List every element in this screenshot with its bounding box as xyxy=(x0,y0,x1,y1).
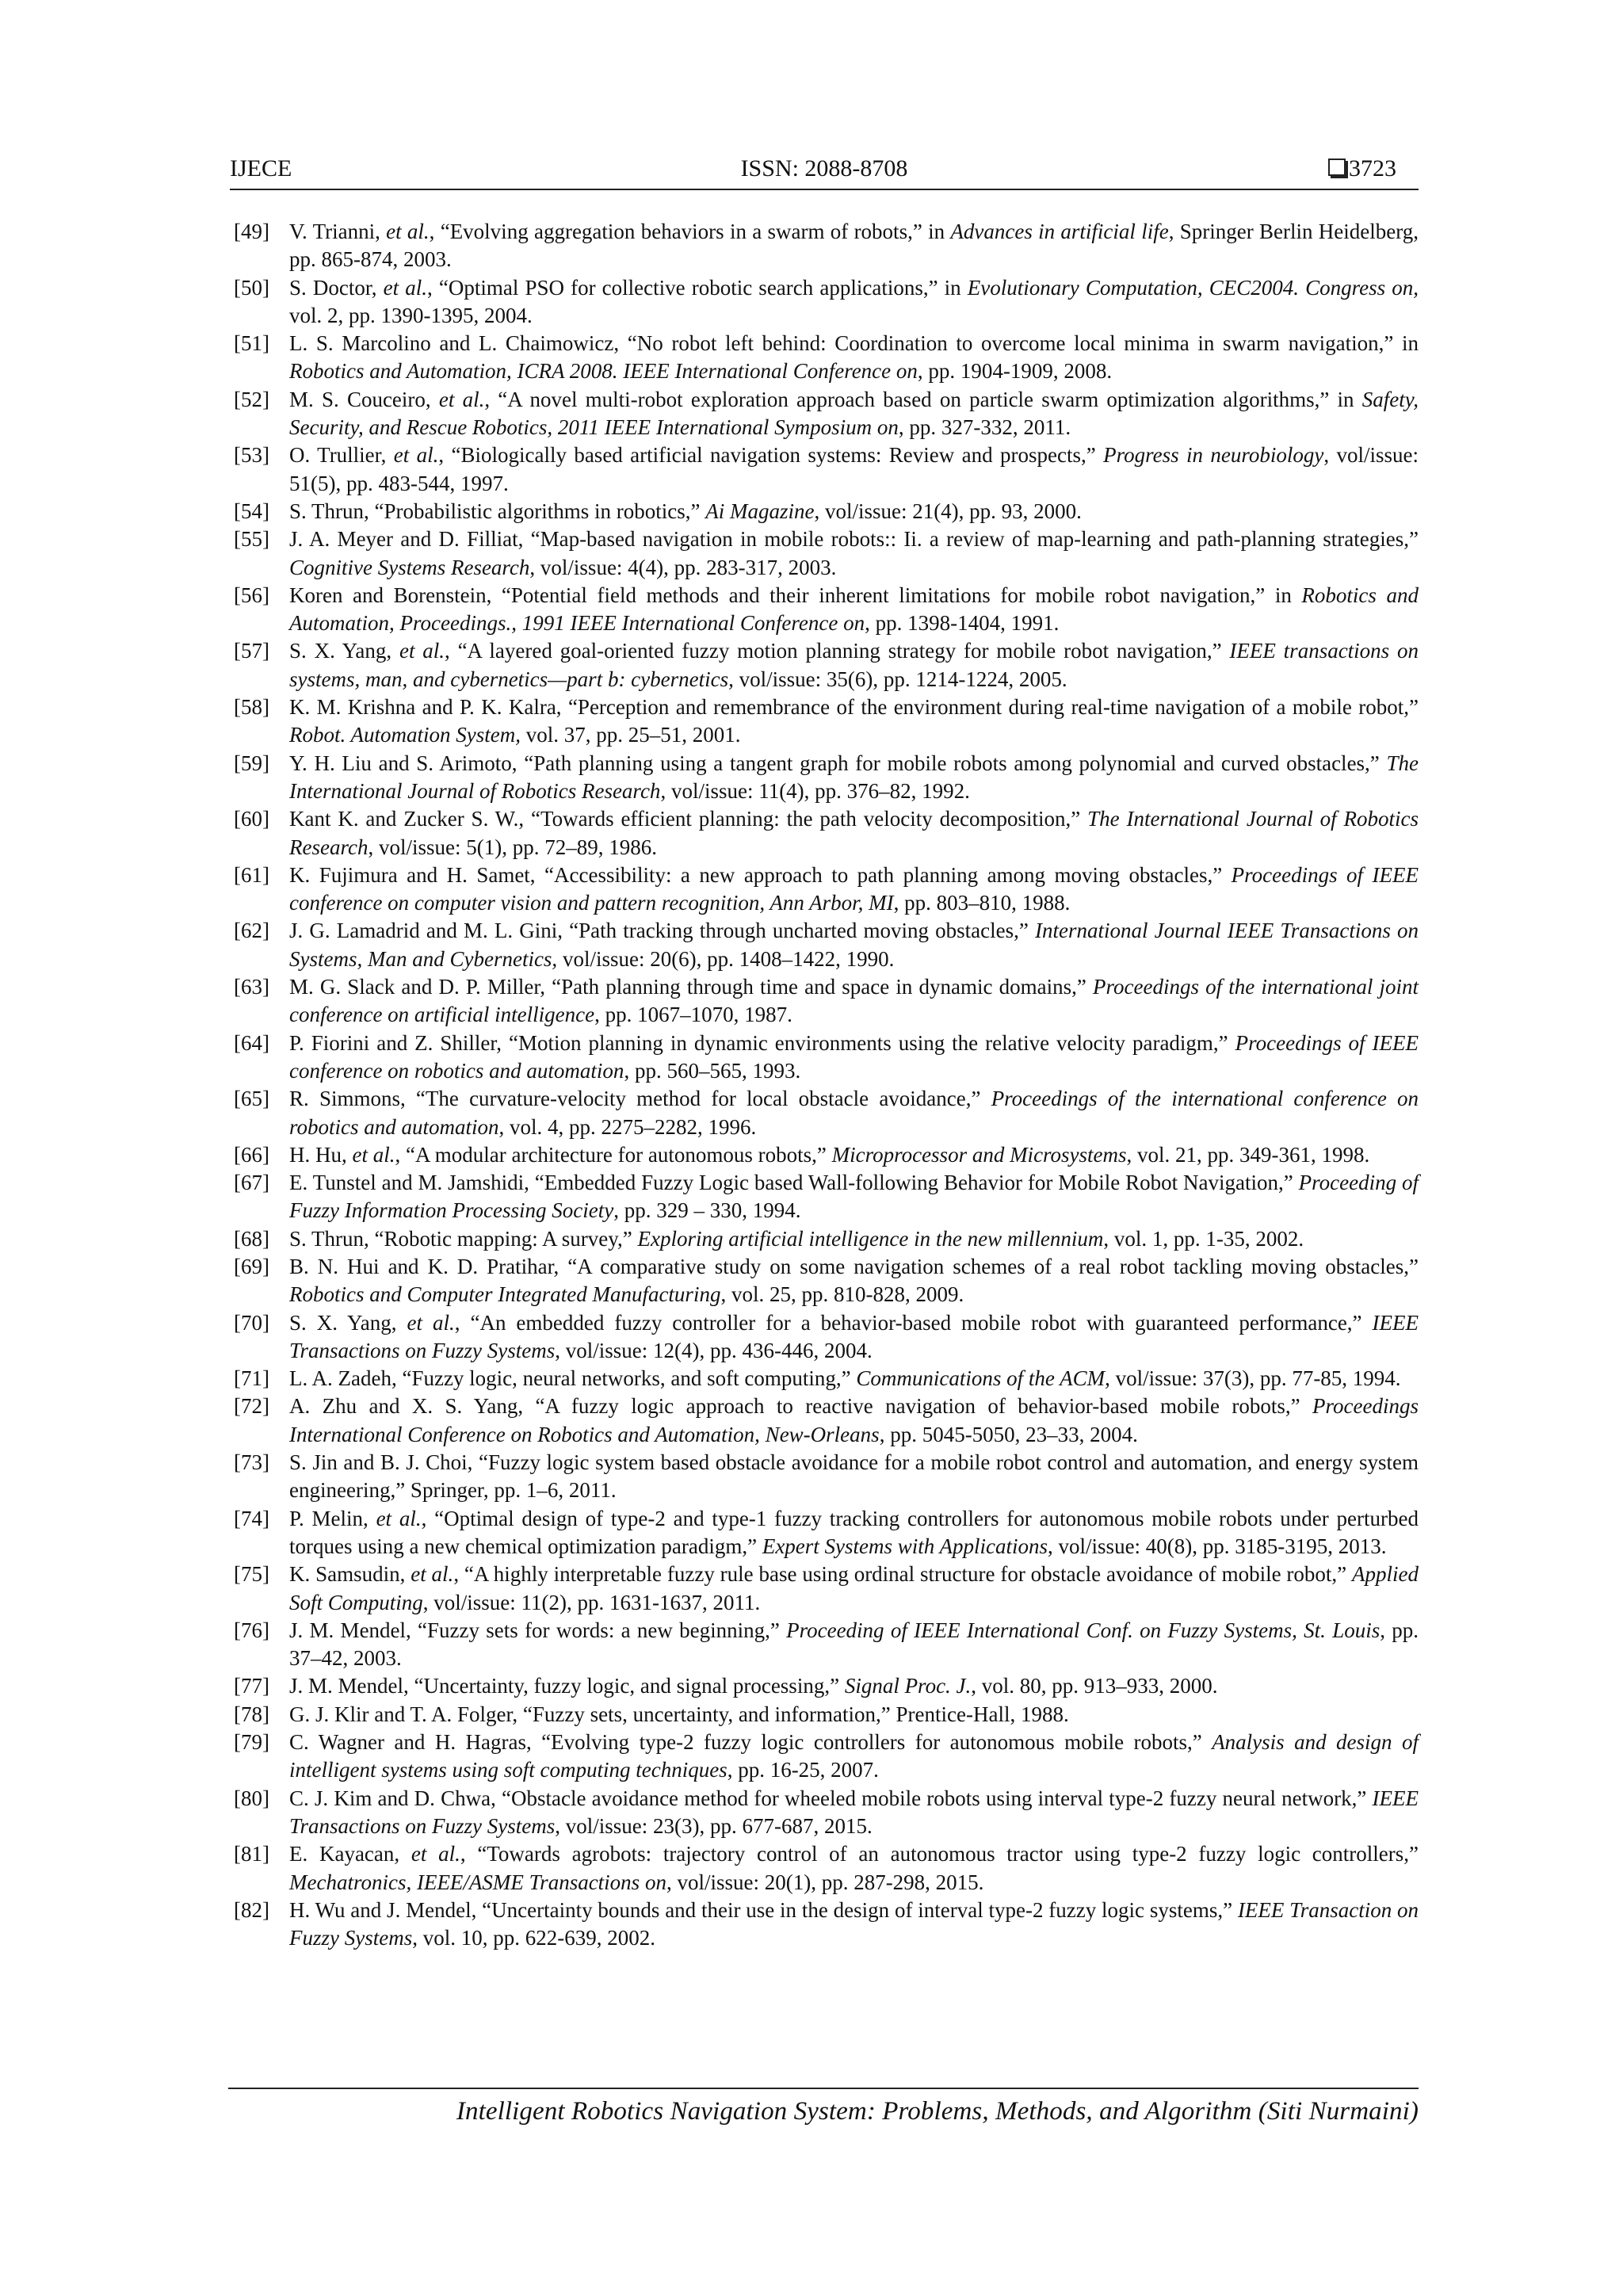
reference-segment: , “Towards agrobots: trajectory control of an autonomous tractor using type-2 fuzzy logic controllers,” xyxy=(460,1842,1419,1866)
reference-italic-segment: IEEE Transaction on Fuzzy Systems xyxy=(289,1897,1419,1950)
reference-text xyxy=(289,1031,1419,1083)
reference-number: [80] xyxy=(234,1786,269,1810)
reference-number: [72] xyxy=(234,1394,269,1419)
reference-segment: S. X. Yang, xyxy=(289,639,399,663)
reference-number: [61] xyxy=(234,862,269,887)
reference-italic-segment: et al. xyxy=(438,387,485,411)
reference-text xyxy=(289,1311,1419,1362)
reference-number: [63] xyxy=(234,975,269,999)
reference-italic-segment: Signal Proc. J. xyxy=(844,1674,972,1698)
reference-segment: S. Doctor, xyxy=(289,275,384,300)
reference-item xyxy=(234,1365,1419,1392)
reference-text xyxy=(289,1087,1419,1138)
reference-italic-segment: et al. xyxy=(411,1842,460,1866)
reference-number: [57] xyxy=(234,639,269,663)
reference-segment: , vol. 25, pp. 810-828, 2009. xyxy=(720,1282,964,1307)
reference-text xyxy=(289,527,1419,579)
reference-segment: M. G. Slack and D. P. Miller, “Path planning through time and space in dynamic domains,” xyxy=(289,975,1093,999)
reference-italic-segment: et al. xyxy=(352,1142,395,1167)
reference-item xyxy=(234,805,1419,861)
reference-italic-segment: et al. xyxy=(376,1506,422,1530)
reference-segment: B. N. Hui and K. D. Pratihar, “A comparative study on some navigation schemes of a real robot tackling moving obstacles,” xyxy=(289,1254,1419,1278)
reference-segment: , vol. 10, pp. 622-639, 2002. xyxy=(412,1926,655,1950)
reference-number: [55] xyxy=(234,527,269,552)
reference-segment: J. M. Mendel, “Fuzzy sets for words: a new beginning,” xyxy=(289,1618,787,1642)
reference-item xyxy=(234,1225,1419,1253)
reference-item xyxy=(234,1561,1419,1617)
reference-item xyxy=(234,1897,1419,1953)
reference-segment: , Springer Berlin Heidelberg, pp. 865-874, 2003. xyxy=(289,220,1419,272)
reference-italic-segment: Exploring artificial intelligence in the new millennium xyxy=(637,1226,1104,1251)
reference-italic-segment: Proceeding of Fuzzy Information Processing Society xyxy=(289,1171,1419,1223)
reference-italic-segment: et al. xyxy=(383,275,427,300)
reference-item xyxy=(234,1505,1419,1561)
reference-segment: , “Optimal design of type-2 and type-1 fuzzy tracking controllers for autonomous mobile robots under perturbed torques using a new chemical optimization paradigm,” xyxy=(289,1506,1419,1558)
reference-italic-segment: et al. xyxy=(386,220,430,243)
reference-italic-segment: Safety, Security, and Rescue Robotics, 2011 IEEE International Symposium on xyxy=(289,387,1419,440)
reference-item xyxy=(234,1309,1419,1366)
reference-item xyxy=(234,1840,1419,1897)
reference-number: [82] xyxy=(234,1897,269,1922)
reference-segment: H. Wu and J. Mendel, “Uncertainty bounds and their use in the design of interval type-2 fuzzy logic systems,” xyxy=(289,1897,1238,1922)
reference-number: [69] xyxy=(234,1254,269,1278)
reference-text xyxy=(289,751,1419,803)
reference-italic-segment: Robotics and Automation, ICRA 2008. IEEE International Conference on xyxy=(289,359,918,384)
reference-italic-segment: Evolutionary Computation, CEC2004. Congress on, xyxy=(967,275,1419,300)
reference-segment: , pp. 37–42, 2003. xyxy=(289,1618,1419,1671)
reference-text xyxy=(289,975,1419,1026)
reference-text xyxy=(289,1618,1419,1670)
reference-list xyxy=(234,218,1419,1952)
reference-segment: K. Samsudin, xyxy=(289,1562,411,1587)
reference-number: [74] xyxy=(234,1506,269,1530)
reference-segment: , vol/issue: 21(4), pp. 93, 2000. xyxy=(814,499,1082,523)
reference-italic-segment: et al. xyxy=(399,639,445,663)
reference-item xyxy=(234,274,1419,330)
reference-italic-segment: Proceedings of the international conference on robotics and automation xyxy=(289,1087,1419,1139)
reference-item xyxy=(234,525,1419,582)
reference-segment: Kant K. and Zucker S. W., “Towards efficient planning: the path velocity decomposition,” xyxy=(289,807,1088,831)
reference-number: [81] xyxy=(234,1842,269,1866)
reference-segment: S. Jin and B. J. Choi, “Fuzzy logic system based obstacle avoidance for a mobile robot control and automation, and energy system engineering,” Springer, pp. 1–6, 2011. xyxy=(289,1450,1419,1503)
reference-item xyxy=(234,330,1419,386)
reference-segment: , pp. 560–565, 1993. xyxy=(624,1058,801,1083)
reference-number: [76] xyxy=(234,1618,269,1642)
reference-segment: O. Trullier, xyxy=(289,443,394,468)
reference-text xyxy=(289,220,1419,271)
reference-italic-segment: Microprocessor and Microsystems xyxy=(831,1142,1127,1167)
reference-segment: , “An embedded fuzzy controller for a behavior-based mobile robot with guaranteed performance,” xyxy=(454,1310,1373,1335)
reference-text xyxy=(289,388,1419,439)
reference-segment: , “A highly interpretable fuzzy rule base using ordinal structure for obstacle avoidance of mobile robot,” xyxy=(453,1562,1353,1587)
reference-italic-segment: Analysis and design of intelligent systems using soft computing techniques xyxy=(289,1730,1419,1782)
reference-segment: J. M. Mendel, “Uncertainty, fuzzy logic, and signal processing,” xyxy=(289,1674,845,1698)
reference-segment: , vol/issue: 5(1), pp. 72–89, 1986. xyxy=(368,835,657,859)
reference-text xyxy=(289,1143,1369,1167)
reference-segment: , pp. 1904-1909, 2008. xyxy=(917,359,1113,384)
reference-text xyxy=(289,583,1419,635)
reference-segment: , vol. 1, pp. 1-35, 2002. xyxy=(1103,1226,1304,1251)
page-header xyxy=(230,155,1419,190)
reference-text xyxy=(289,919,1419,970)
journal-name: IJECE xyxy=(230,155,292,181)
reference-italic-segment: Expert Systems with Applications xyxy=(762,1534,1048,1558)
reference-number: [59] xyxy=(234,751,269,775)
reference-number: [65] xyxy=(234,1087,269,1111)
reference-segment: , pp. 5045-5050, 23–33, 2004. xyxy=(879,1422,1138,1446)
reference-italic-segment: Progress in neurobiology xyxy=(1103,443,1324,468)
reference-italic-segment: Proceedings International Conference on Robotics and Automation, New-Orleans xyxy=(289,1394,1419,1446)
reference-item xyxy=(234,1392,1419,1449)
reference-segment: , vol/issue: 40(8), pp. 3185-3195, 2013. xyxy=(1048,1534,1387,1558)
reference-item xyxy=(234,750,1419,806)
reference-segment: J. A. Meyer and D. Filliat, “Map-based navigation in mobile robots:: Ii. a review of map-learning and path-planning strategies,” xyxy=(289,527,1419,552)
reference-segment: V. Trianni, xyxy=(289,220,387,243)
reference-segment: A. Zhu and X. S. Yang, “A fuzzy logic approach to reactive navigation of behavior-based mobile robots,” xyxy=(289,1394,1313,1419)
reference-item xyxy=(234,973,1419,1030)
reference-item xyxy=(234,1253,1419,1309)
reference-item xyxy=(234,1169,1419,1225)
reference-segment: , vol/issue: 51(5), pp. 483-544, 1997. xyxy=(289,443,1419,495)
reference-number: [67] xyxy=(234,1171,269,1195)
reference-text xyxy=(289,1366,1401,1390)
reference-text xyxy=(289,1171,1419,1222)
reference-item xyxy=(234,386,1419,442)
reference-number: [62] xyxy=(234,919,269,943)
reference-text xyxy=(289,1786,1419,1838)
reference-text xyxy=(289,1702,1069,1726)
reference-text xyxy=(289,276,1419,327)
page-number: 3723 xyxy=(1349,155,1396,181)
reference-segment: , vol. 80, pp. 913–933, 2000. xyxy=(971,1674,1218,1698)
reference-text xyxy=(289,1674,1218,1698)
reference-italic-segment: Ai Magazine xyxy=(705,499,815,523)
reference-segment: R. Simmons, “The curvature-velocity method for local obstacle avoidance,” xyxy=(289,1087,991,1111)
reference-number: [73] xyxy=(234,1450,269,1475)
reference-segment: S. X. Yang, xyxy=(289,1310,407,1335)
reference-text xyxy=(289,807,1419,858)
reference-item xyxy=(234,861,1419,918)
reference-segment: K. M. Krishna and P. K. Kalra, “Perception and remembrance of the environment during real-time navigation of a mobile robot,” xyxy=(289,695,1419,720)
reference-italic-segment: Proceedings of the international joint conference on artificial intelligence xyxy=(289,975,1419,1027)
reference-item xyxy=(234,637,1419,693)
reference-italic-segment: Robotics and Computer Integrated Manufacturing xyxy=(289,1282,721,1307)
reference-segment: , vol/issue: 20(1), pp. 287-298, 2015. xyxy=(666,1870,984,1894)
reference-segment: S. Thrun, “Robotic mapping: A survey,” xyxy=(289,1226,638,1251)
page-footer xyxy=(228,2088,1419,2126)
reference-number: [49] xyxy=(234,220,269,243)
reference-italic-segment: Proceeding of IEEE International Conf. on Fuzzy Systems, St. Louis xyxy=(786,1618,1381,1642)
reference-italic-segment: Communications of the ACM xyxy=(856,1366,1106,1391)
reference-segment: E. Tunstel and M. Jamshidi, “Embedded Fuzzy Logic based Wall-following Behavior for Mobile Robot Navigation,” xyxy=(289,1171,1299,1195)
reference-number: [58] xyxy=(234,695,269,720)
reference-segment: , vol/issue: 23(3), pp. 677-687, 2015. xyxy=(555,1813,873,1838)
reference-segment: , pp. 1067–1070, 1987. xyxy=(594,1003,792,1027)
reference-segment: , vol/issue: 12(4), pp. 436-446, 2004. xyxy=(555,1338,873,1362)
reference-text xyxy=(289,1842,1419,1893)
reference-segment: , pp. 329 – 330, 1994. xyxy=(613,1198,801,1223)
reference-italic-segment: IEEE transactions on systems, man, and cybernetics—part b: cybernetics, xyxy=(289,639,1419,691)
reference-italic-segment: Proceedings of IEEE conference on computer vision and pattern recognition, Ann Arbor, MI xyxy=(289,862,1419,915)
reference-text xyxy=(289,331,1419,383)
reference-italic-segment: IEEE Transactions on Fuzzy Systems xyxy=(289,1786,1419,1838)
reference-item xyxy=(234,1729,1419,1785)
reference-segment: , vol/issue: 11(4), pp. 376–82, 1992. xyxy=(660,778,970,803)
reference-item xyxy=(234,498,1419,525)
reference-italic-segment: Applied Soft Computing xyxy=(289,1562,1419,1614)
reference-item xyxy=(234,693,1419,750)
reference-number: [54] xyxy=(234,499,269,523)
reference-segment: , vol/issue: 4(4), pp. 283-317, 2003. xyxy=(529,555,837,579)
reference-number: [75] xyxy=(234,1562,269,1587)
reference-item xyxy=(234,1701,1419,1729)
reference-number: [79] xyxy=(234,1730,269,1755)
reference-segment: C. J. Kim and D. Chwa, “Obstacle avoidance method for wheeled mobile robots using interval type-2 fuzzy neural network,” xyxy=(289,1786,1373,1810)
reference-item xyxy=(234,917,1419,973)
reference-text xyxy=(289,1898,1419,1950)
reference-segment: vol/issue: 20(6), pp. 1408–1422, 1990. xyxy=(557,946,895,971)
reference-segment: , vol. 4, pp. 2275–2282, 1996. xyxy=(498,1114,757,1139)
reference-item xyxy=(234,1449,1419,1505)
reference-italic-segment: IEEE Transactions on Fuzzy Systems xyxy=(289,1310,1419,1362)
reference-segment: H. Hu, xyxy=(289,1142,353,1167)
reference-item xyxy=(234,1141,1419,1169)
reference-italic-segment: Robotics and Automation, Proceedings., 1991 IEEE International Conference on xyxy=(289,583,1419,636)
reference-number: [77] xyxy=(234,1674,269,1698)
reference-item xyxy=(234,1785,1419,1841)
reference-number: [53] xyxy=(234,443,269,468)
reference-number: [68] xyxy=(234,1226,269,1251)
reference-italic-segment: Proceedings of IEEE conference on robotics and automation xyxy=(289,1030,1419,1083)
reference-item xyxy=(234,441,1419,498)
reference-text xyxy=(289,443,1419,495)
reference-text xyxy=(289,1255,1419,1306)
reference-item xyxy=(234,1617,1419,1673)
reference-item xyxy=(234,582,1419,638)
reference-segment: , “Optimal PSO for collective robotic search applications,” in xyxy=(427,275,968,300)
reference-number: [70] xyxy=(234,1310,269,1335)
reference-segment: , pp. 16-25, 2007. xyxy=(727,1758,879,1782)
reference-italic-segment: et al. xyxy=(393,443,439,468)
reference-italic-segment: et al. xyxy=(407,1310,455,1335)
reference-segment: vol/issue: 35(6), pp. 1214-1224, 2005. xyxy=(733,667,1067,691)
reference-segment: , vol. 21, pp. 349-361, 1998. xyxy=(1126,1142,1370,1167)
reference-italic-segment: Robot. Automation System, xyxy=(289,723,521,747)
reference-number: [50] xyxy=(234,275,269,300)
reference-italic-segment: et al. xyxy=(411,1562,454,1587)
reference-segment: , “Biologically based artificial navigation systems: Review and prospects,” xyxy=(438,443,1104,468)
reference-item xyxy=(234,1085,1419,1141)
reference-segment: , pp. 1398-1404, 1991. xyxy=(865,611,1060,636)
reference-text xyxy=(289,695,1419,747)
running-title: Intelligent Robotics Navigation System: Problems, Methods, and Algorithm (Siti Nurmaini) xyxy=(456,2097,1419,2126)
reference-segment: E. Kayacan, xyxy=(289,1842,411,1866)
reference-segment: P. Melin, xyxy=(289,1506,376,1530)
reference-italic-segment: The International Journal of Robotics Research xyxy=(289,751,1419,803)
reference-segment: G. J. Klir and T. A. Folger, “Fuzzy sets, uncertainty, and information,” Prentice-Hall, 1988. xyxy=(289,1702,1069,1726)
reference-segment: M. S. Couceiro, xyxy=(289,387,439,411)
reference-segment: , pp. 803–810, 1988. xyxy=(893,891,1071,915)
reference-text xyxy=(289,639,1419,690)
reference-number: [60] xyxy=(234,807,269,831)
reference-text xyxy=(289,1507,1419,1558)
reference-segment: , vol/issue: 37(3), pp. 77-85, 1994. xyxy=(1105,1366,1401,1391)
reference-italic-segment: International Journal IEEE Transactions on Systems, Man and Cybernetics, xyxy=(289,919,1419,971)
reference-text xyxy=(289,1227,1304,1251)
reference-segment: Y. H. Liu and S. Arimoto, “Path planning using a tangent graph for mobile robots among polynomial and curved obstacles,” xyxy=(289,751,1387,775)
reference-segment: , “A modular architecture for autonomous robots,” xyxy=(395,1142,832,1167)
reference-segment: , “Evolving aggregation behaviors in a swarm of robots,” in xyxy=(429,220,951,243)
reference-text xyxy=(289,1562,1419,1614)
reference-text xyxy=(289,1394,1419,1446)
reference-item xyxy=(234,1672,1419,1700)
reference-text xyxy=(289,863,1419,915)
reference-italic-segment: Mechatronics, IEEE/ASME Transactions on xyxy=(289,1870,666,1894)
reference-italic-segment: Advances in artificial life xyxy=(950,220,1169,243)
reference-segment: vol. 37, pp. 25–51, 2001. xyxy=(520,723,741,747)
issn-label: ISSN: 2088-8708 xyxy=(740,155,908,181)
reference-number: [56] xyxy=(234,583,269,607)
reference-segment: vol. 2, pp. 1390-1395, 2004. xyxy=(289,303,533,327)
reference-italic-segment: Cognitive Systems Research xyxy=(289,555,530,579)
reference-segment: C. Wagner and H. Hagras, “Evolving type-2 fuzzy logic controllers for autonomous mobile robots,” xyxy=(289,1730,1212,1755)
reference-number: [51] xyxy=(234,331,269,356)
reference-segment: , vol/issue: 11(2), pp. 1631-1637, 2011. xyxy=(422,1590,761,1614)
reference-segment: L. S. Marcolino and L. Chaimowicz, “No robot left behind: Coordination to overcome local minima in swarm navigation,” in xyxy=(289,331,1419,356)
reference-segment: , “A layered goal-oriented fuzzy motion planning strategy for mobile robot navigation,” xyxy=(445,639,1230,663)
reference-segment: , pp. 327-332, 2011. xyxy=(898,415,1071,440)
reference-segment: K. Fujimura and H. Samet, “Accessibility: a new approach to path planning among moving obstacles,” xyxy=(289,862,1232,887)
reference-number: [64] xyxy=(234,1030,269,1055)
reference-number: [66] xyxy=(234,1142,269,1167)
reference-segment: , “A novel multi-robot exploration approach based on particle swarm optimization algorithms,” in xyxy=(484,387,1362,411)
reference-item xyxy=(234,218,1419,274)
box-icon xyxy=(1328,159,1346,176)
reference-segment: J. G. Lamadrid and M. L. Gini, “Path tracking through uncharted moving obstacles,” xyxy=(289,919,1035,943)
reference-segment: P. Fiorini and Z. Shiller, “Motion planning in dynamic environments using the relative velocity paradigm,” xyxy=(289,1030,1235,1055)
reference-italic-segment: The International Journal of Robotics Research xyxy=(289,807,1419,859)
reference-text xyxy=(289,1450,1419,1502)
reference-number: [78] xyxy=(234,1702,269,1726)
reference-number: [52] xyxy=(234,387,269,411)
reference-item xyxy=(234,1030,1419,1086)
reference-segment: Koren and Borenstein, “Potential field methods and their inherent limitations for mobile robot navigation,” in xyxy=(289,583,1302,607)
reference-text xyxy=(289,499,1082,523)
reference-segment: L. A. Zadeh, “Fuzzy logic, neural networks, and soft computing,” xyxy=(289,1366,857,1391)
reference-number: [71] xyxy=(234,1366,269,1391)
reference-segment: S. Thrun, “Probabilistic algorithms in robotics,” xyxy=(289,499,706,523)
reference-text xyxy=(289,1730,1419,1782)
